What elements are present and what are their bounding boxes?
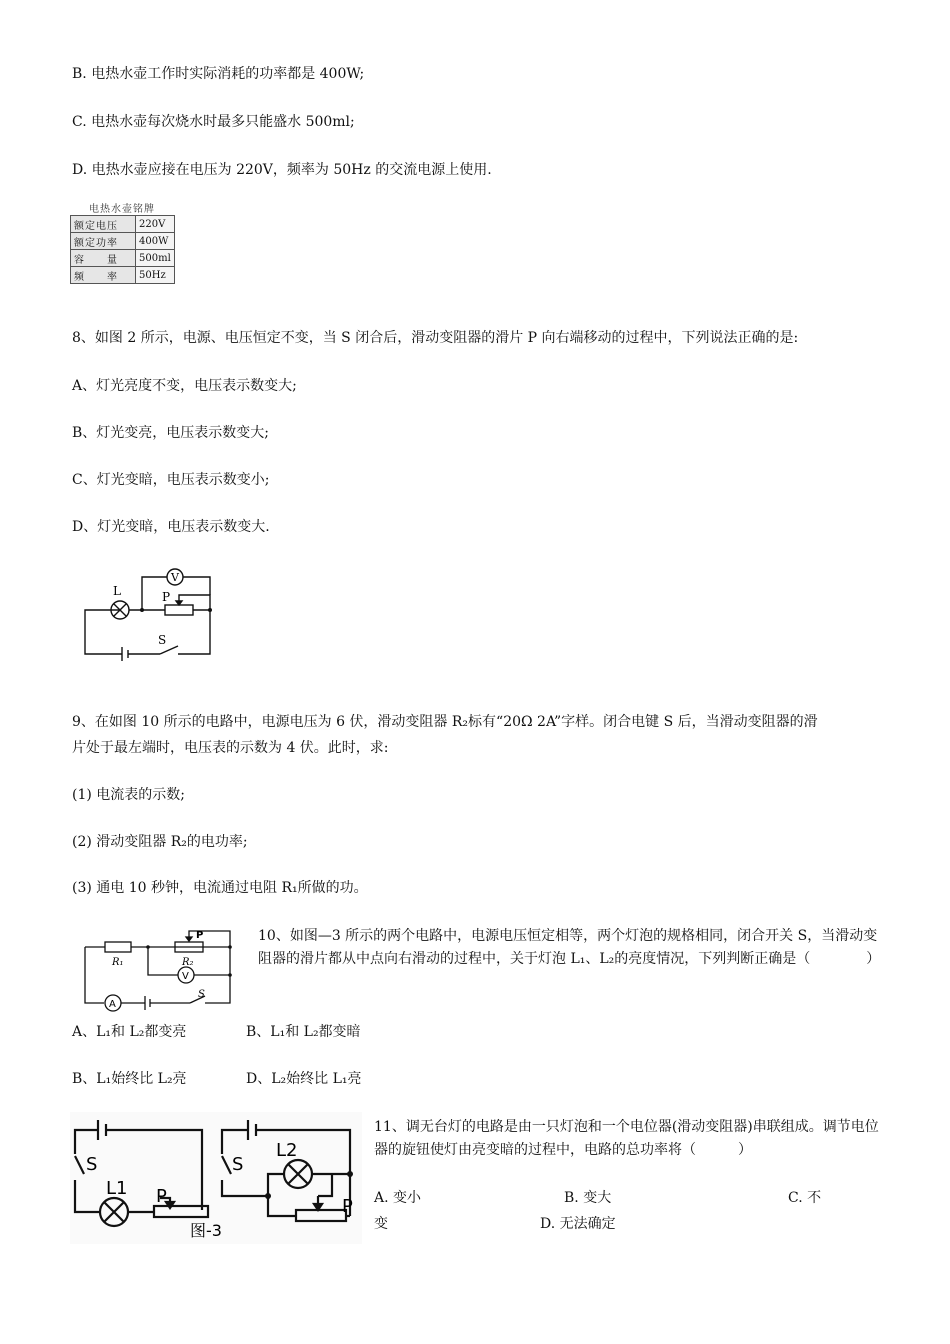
q8-option-c: C、灯光变暗，电压表示数变小; <box>72 472 270 488</box>
q11-lamp1-label: L1 <box>106 1178 128 1199</box>
q11-slider-right-label: P <box>342 1196 353 1217</box>
q10-stem: 10、如图—3 所示的两个电路中，电源电压恒定相等，两个灯泡的规格相同，闭合开关 S，当滑动变阻器的滑片都从中点向右滑动的过程中，关于灯泡 L₁、L₂的亮度情况，下列判断正确是（ ） <box>258 928 881 967</box>
nameplate-row: 容 量 500ml <box>71 250 175 267</box>
q11-figure-caption: 图-3 <box>190 1221 222 1240</box>
q11-switch-right-label: S <box>232 1154 244 1175</box>
q8-switch-label: S <box>158 633 167 647</box>
nameplate-row: 额定功率 400W <box>71 233 175 250</box>
q8-slider-label: P <box>162 590 171 604</box>
q11-option-d: D. 无法确定 <box>540 1216 616 1232</box>
q11-option-c-part2: 变 <box>374 1216 388 1232</box>
q11-stem: 11、调无台灯的电路是由一只灯泡和一个电位器(滑动变阻器)串联组成。调节电位器的旋钮使灯由亮变暗的过程中，电路的总功率将（ ） <box>374 1119 879 1158</box>
q10-slider-label: P <box>196 930 204 941</box>
q8-option-b: B、灯光变亮，电压表示数变大; <box>72 425 270 441</box>
q7-option-c: C. 电热水壶每次烧水时最多只能盛水 500ml; <box>72 114 355 130</box>
q7-option-d: D. 电热水壶应接在电压为 220V，频率为 50Hz 的交流电源上使用. <box>72 162 492 178</box>
q9-part-3: (3) 通电 10 秒钟，电流通过电阻 R₁所做的功。 <box>72 880 368 896</box>
q8-option-d: D、灯光变暗，电压表示数变大. <box>72 519 270 535</box>
q11-circuit-diagram <box>70 1112 362 1244</box>
q11-switch-left-label: S <box>86 1154 98 1175</box>
q10-option-b: B、L₁和 L₂都变暗 <box>246 1024 361 1040</box>
q9-part-1: (1) 电流表的示数; <box>72 787 185 803</box>
q11-option-b: B. 变大 <box>564 1190 612 1206</box>
nameplate-row: 额定电压 220V <box>71 216 175 233</box>
q9-stem-line2: 片处于最左端时，电压表的示数为 4 伏。此时，求: <box>72 740 389 756</box>
q9-part-2: (2) 滑动变阻器 R₂的电功率; <box>72 834 248 850</box>
q10-option-d: D、L₂始终比 L₁亮 <box>246 1071 362 1087</box>
q10-r2-label: R₂ <box>182 957 194 968</box>
nameplate-title: 电热水壶铭牌 <box>89 204 155 215</box>
nameplate-row: 频 率 50Hz <box>71 267 175 284</box>
kettle-nameplate <box>70 200 175 284</box>
q10-ammeter-label: A <box>109 999 116 1010</box>
q9-stem-line1: 9、在如图 10 所示的电路中，电源电压为 6 伏，滑动变阻器 R₂标有“20Ω 2A”字样。闭合电键 S 后，当滑动变阻器的滑 <box>72 714 818 730</box>
q10-switch-label: S <box>198 989 205 1000</box>
q8-lamp-label: L <box>113 584 121 598</box>
q11-lamp2-label: L2 <box>276 1140 298 1161</box>
q10-voltmeter-label: V <box>182 971 189 982</box>
q8-circuit-diagram <box>70 565 220 665</box>
q10-r1-label: R₁ <box>112 957 124 968</box>
q11-slider-left-label: P <box>156 1186 167 1207</box>
q10-option-a: A、L₁和 L₂都变亮 <box>72 1024 187 1040</box>
q10-option-c: B、L₁始终比 L₂亮 <box>72 1071 187 1087</box>
q7-option-b: B. 电热水壶工作时实际消耗的功率都是 400W; <box>72 66 365 82</box>
q11-option-c-part1: C. 不 <box>788 1190 822 1206</box>
q8-option-a: A、灯光亮度不变，电压表示数变大; <box>72 378 297 394</box>
nameplate-table <box>70 215 175 284</box>
q8-stem: 8、如图 2 所示，电源、电压恒定不变，当 S 闭合后，滑动变阻器的滑片 P 向右端移动的过程中，下列说法正确的是: <box>72 330 799 346</box>
q11-option-a: A. 变小 <box>374 1190 422 1206</box>
q8-voltmeter-label: V <box>171 571 179 584</box>
q10-circuit-diagram <box>80 925 240 1015</box>
